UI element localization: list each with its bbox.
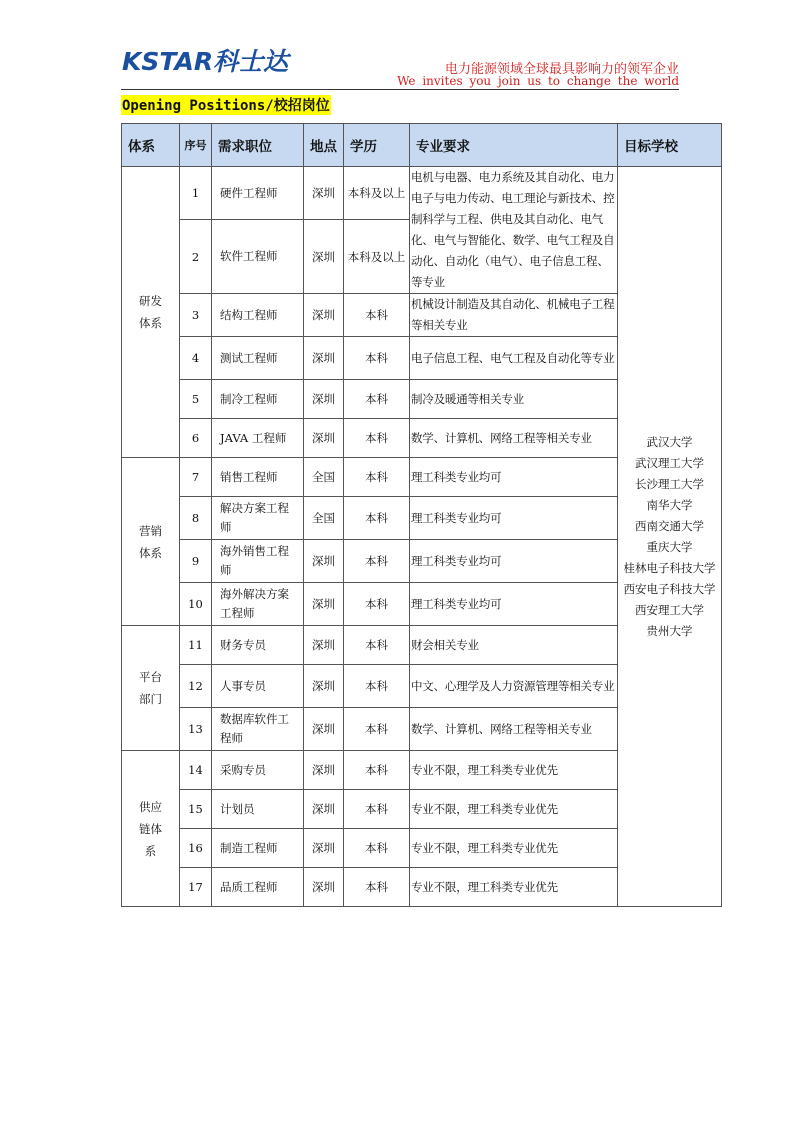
position-name: 海外销售工程师 <box>212 540 304 583</box>
position-name: 销售工程师 <box>212 458 304 497</box>
position-name: 软件工程师 <box>212 220 304 294</box>
position-name: 海外解决方案工程师 <box>212 583 304 626</box>
requirement: 数学、计算机、网络工程等相关专业 <box>410 708 618 751</box>
location: 全国 <box>304 497 344 540</box>
table-header-row <box>122 124 722 167</box>
slogan-chinese: 电力能源领域全球最具影响力的领军企业 <box>444 62 679 77</box>
location: 深圳 <box>304 790 344 829</box>
row-number: 10 <box>180 583 212 626</box>
school-item: 长沙理工大学 <box>635 476 704 491</box>
location: 深圳 <box>304 380 344 419</box>
education: 本科及以上 <box>344 167 410 220</box>
row-number: 12 <box>180 665 212 708</box>
education: 本科 <box>344 665 410 708</box>
location: 深圳 <box>304 751 344 790</box>
requirement: 中文、心理学及人力资源管理等相关专业 <box>410 665 618 708</box>
location: 深圳 <box>304 829 344 868</box>
education: 本科 <box>344 790 410 829</box>
position-name: 测试工程师 <box>212 337 304 380</box>
header-target-schools: 目标学校 <box>618 124 722 167</box>
school-item: 桂林电子科技大学 <box>623 560 716 575</box>
header-position: 需求职位 <box>212 124 304 167</box>
row-number: 13 <box>180 708 212 751</box>
row-number: 5 <box>180 380 212 419</box>
requirement: 电子信息工程、电气工程及自动化等专业 <box>410 337 618 380</box>
positions-table <box>121 123 722 907</box>
row-number: 11 <box>180 626 212 665</box>
row-number: 2 <box>180 220 212 294</box>
requirement: 制冷及暖通等相关专业 <box>410 380 618 419</box>
location: 全国 <box>304 458 344 497</box>
row-number: 7 <box>180 458 212 497</box>
education: 本科 <box>344 419 410 458</box>
header-divider <box>121 89 679 90</box>
requirement: 专业不限，理工科类专业优先 <box>410 868 618 907</box>
requirement: 电机与电器、电力系统及其自动化、电力电子与电力传动、电工理论与新技术、控制科学与工程、供电及其自动化、电气化、电气与智能化、数学、电气工程及自动化、自动化（电气）、电子信息工程、等专业 <box>410 167 618 294</box>
row-number: 1 <box>180 167 212 220</box>
requirement: 机械设计制造及其自动化、机械电子工程等相关专业 <box>410 294 618 337</box>
education: 本科 <box>344 294 410 337</box>
requirement: 专业不限，理工科类专业优先 <box>410 790 618 829</box>
header-number: 序号 <box>180 124 212 167</box>
row-number: 14 <box>180 751 212 790</box>
location: 深圳 <box>304 167 344 220</box>
school-item: 西南交通大学 <box>635 518 704 533</box>
location: 深圳 <box>304 294 344 337</box>
row-number: 4 <box>180 337 212 380</box>
table-row <box>122 167 722 220</box>
requirement: 专业不限，理工科类专业优先 <box>410 829 618 868</box>
position-name: 计划员 <box>212 790 304 829</box>
education: 本科 <box>344 751 410 790</box>
location: 深圳 <box>304 868 344 907</box>
position-name: 财务专员 <box>212 626 304 665</box>
position-name: 品质工程师 <box>212 868 304 907</box>
education: 本科 <box>344 708 410 751</box>
requirement: 理工科类专业均可 <box>410 583 618 626</box>
location: 深圳 <box>304 419 344 458</box>
school-item: 西安电子科技大学 <box>623 581 716 596</box>
school-item: 南华大学 <box>646 497 693 512</box>
requirement: 理工科类专业均可 <box>410 497 618 540</box>
position-name: 解决方案工程师 <box>212 497 304 540</box>
school-item: 贵州大学 <box>646 623 693 638</box>
location: 深圳 <box>304 540 344 583</box>
position-name: 制造工程师 <box>212 829 304 868</box>
requirement: 数学、计算机、网络工程等相关专业 <box>410 419 618 458</box>
education: 本科及以上 <box>344 220 410 294</box>
position-name: 硬件工程师 <box>212 167 304 220</box>
row-number: 3 <box>180 294 212 337</box>
education: 本科 <box>344 497 410 540</box>
row-number: 9 <box>180 540 212 583</box>
education: 本科 <box>344 380 410 419</box>
position-name: 数据库软件工程师 <box>212 708 304 751</box>
location: 深圳 <box>304 626 344 665</box>
position-name: 采购专员 <box>212 751 304 790</box>
education: 本科 <box>344 583 410 626</box>
row-number: 8 <box>180 497 212 540</box>
row-number: 16 <box>180 829 212 868</box>
header-location: 地点 <box>304 124 344 167</box>
education: 本科 <box>344 626 410 665</box>
education: 本科 <box>344 540 410 583</box>
target-schools-cell <box>618 167 722 907</box>
header-system: 体系 <box>122 124 180 167</box>
location: 深圳 <box>304 583 344 626</box>
header-requirements: 专业要求 <box>410 124 618 167</box>
position-name: 制冷工程师 <box>212 380 304 419</box>
row-number: 17 <box>180 868 212 907</box>
system-cell-platform: 平台部门 <box>122 626 180 751</box>
row-number: 6 <box>180 419 212 458</box>
school-item: 西安理工大学 <box>635 602 704 617</box>
location: 深圳 <box>304 708 344 751</box>
education: 本科 <box>344 458 410 497</box>
location: 深圳 <box>304 220 344 294</box>
position-name: JAVA 工程师 <box>212 419 304 458</box>
position-name: 人事专员 <box>212 665 304 708</box>
education: 本科 <box>344 829 410 868</box>
school-item: 武汉理工大学 <box>635 455 704 470</box>
position-name: 结构工程师 <box>212 294 304 337</box>
system-cell-rd: 研发体系 <box>122 167 180 458</box>
requirement: 财会相关专业 <box>410 626 618 665</box>
slogan-english: We invites you join us to change the world <box>397 74 679 88</box>
school-item: 武汉大学 <box>646 434 693 449</box>
school-item: 重庆大学 <box>646 539 693 554</box>
requirement: 理工科类专业均可 <box>410 540 618 583</box>
location: 深圳 <box>304 665 344 708</box>
education: 本科 <box>344 337 410 380</box>
system-cell-supply-chain: 供应链体系 <box>122 751 180 907</box>
section-title: Opening Positions/校招岗位 <box>121 95 331 115</box>
row-number: 15 <box>180 790 212 829</box>
kstar-logo: KSTAR科士达 <box>122 47 289 76</box>
education: 本科 <box>344 868 410 907</box>
requirement: 理工科类专业均可 <box>410 458 618 497</box>
system-cell-marketing: 营销体系 <box>122 458 180 626</box>
location: 深圳 <box>304 337 344 380</box>
requirement: 专业不限，理工科类专业优先 <box>410 751 618 790</box>
header-education: 学历 <box>344 124 410 167</box>
